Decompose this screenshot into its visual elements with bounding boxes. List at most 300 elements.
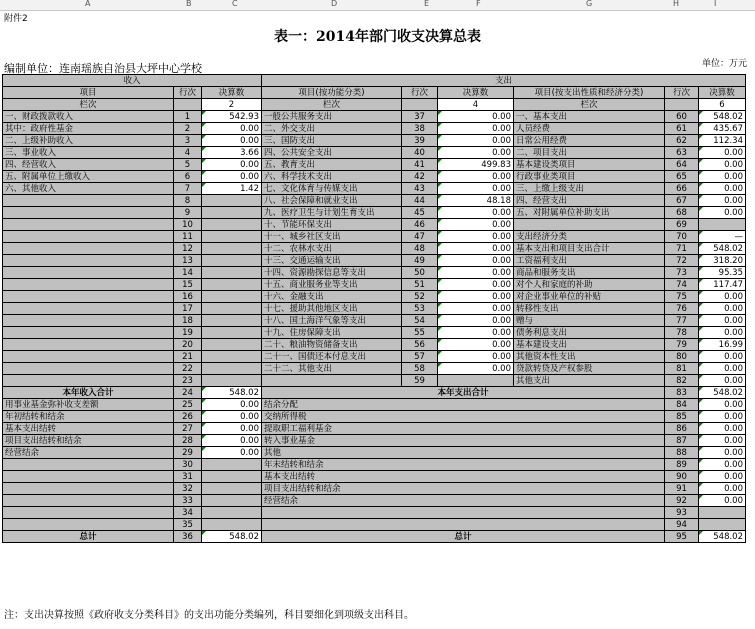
function-item[interactable]: 三、国防支出 [262,135,402,147]
function-item[interactable]: 二十、粮油物资储备支出 [262,339,402,351]
expense-item[interactable]: 其他 [262,447,665,459]
income-row-no[interactable]: 25 [174,399,202,411]
econ-row-no[interactable]: 69 [665,219,699,231]
income-item[interactable] [3,291,174,303]
function-amount[interactable]: 0.00 [438,267,514,279]
col-g[interactable]: G [586,0,593,8]
function-row-no[interactable]: 57 [402,351,438,363]
econ-row-no[interactable]: 86 [665,423,699,435]
econ-amount[interactable]: 0.00 [699,291,746,303]
col-no-label[interactable]: 栏次 [3,99,174,111]
function-amount[interactable]: 0.00 [438,135,514,147]
function-item[interactable]: 十九、住房保障支出 [262,327,402,339]
income-item[interactable]: 二、上级补助收入 [3,135,174,147]
income-row-no[interactable]: 36 [174,531,202,543]
income-row-no[interactable]: 5 [174,159,202,171]
econ-amount[interactable]: 0.00 [699,411,746,423]
income-amount[interactable]: 0.00 [202,135,262,147]
function-row-no[interactable]: 48 [402,243,438,255]
function-item[interactable]: 十七、援助其他地区支出 [262,303,402,315]
econ-row-no[interactable]: 94 [665,519,699,531]
income-amount[interactable] [202,255,262,267]
income-amount[interactable] [202,351,262,363]
expense-item[interactable]: 本年支出合计 [262,387,665,399]
function-item[interactable]: 十一、城乡社区支出 [262,231,402,243]
function-item[interactable]: 二十二、其他支出 [262,363,402,375]
function-amount[interactable]: 0.00 [438,339,514,351]
function-amount[interactable]: 0.00 [438,351,514,363]
function-item[interactable]: 八、社会保障和就业支出 [262,195,402,207]
econ-item[interactable]: 对个人和家庭的补助 [514,279,665,291]
econ-amount[interactable]: 95.35 [699,267,746,279]
function-item[interactable]: 五、教育支出 [262,159,402,171]
expense-item[interactable]: 年末结转和结余 [262,459,665,471]
function-item[interactable]: 一般公共服务支出 [262,111,402,123]
function-row-no[interactable]: 53 [402,303,438,315]
income-amount[interactable] [202,267,262,279]
econ-item[interactable]: 工资福利支出 [514,255,665,267]
econ-amount[interactable]: 16.99 [699,339,746,351]
col-no-label[interactable]: 栏次 [262,99,402,111]
col-no-6[interactable]: 6 [699,99,746,111]
function-item[interactable]: 十三、交通运输支出 [262,255,402,267]
econ-amount[interactable]: 0.00 [699,423,746,435]
function-row-no[interactable]: 56 [402,339,438,351]
income-amount[interactable] [202,207,262,219]
income-amount[interactable]: 542.93 [202,111,262,123]
function-item[interactable]: 九、医疗卫生与计划生育支出 [262,207,402,219]
income-row-no[interactable]: 1 [174,111,202,123]
income-item[interactable] [3,315,174,327]
econ-item[interactable]: 人员经费 [514,123,665,135]
income-amount[interactable] [202,195,262,207]
econ-row-no[interactable]: 79 [665,339,699,351]
income-row-no[interactable]: 10 [174,219,202,231]
income-amount[interactable] [202,279,262,291]
item-header[interactable]: 项目 [3,87,174,99]
col-d[interactable]: D [331,0,338,8]
function-row-no[interactable]: 39 [402,135,438,147]
income-item[interactable] [3,279,174,291]
income-item[interactable] [3,231,174,243]
col-b[interactable]: B [186,0,192,8]
income-row-no[interactable]: 7 [174,183,202,195]
income-amount[interactable] [202,375,262,387]
econ-row-no[interactable]: 62 [665,135,699,147]
econ-item[interactable]: 赠与 [514,315,665,327]
function-row-no[interactable]: 40 [402,147,438,159]
income-item[interactable] [3,471,174,483]
econ-row-no[interactable]: 74 [665,279,699,291]
function-amount[interactable]: 499.83 [438,159,514,171]
income-row-no[interactable]: 6 [174,171,202,183]
income-amount[interactable] [202,291,262,303]
function-amount[interactable]: 0.00 [438,291,514,303]
function-row-no[interactable]: 58 [402,363,438,375]
income-item[interactable] [3,339,174,351]
econ-item[interactable]: 贷款转贷及产权参股 [514,363,665,375]
col-no-2[interactable]: 2 [202,99,262,111]
income-item[interactable]: 五、附属单位上缴收入 [3,171,174,183]
income-row-no[interactable]: 19 [174,327,202,339]
income-row-no[interactable]: 32 [174,483,202,495]
row-no-header[interactable]: 行次 [665,87,699,99]
econ-item[interactable]: 对企业事业单位的补贴 [514,291,665,303]
income-item[interactable] [3,219,174,231]
income-item[interactable] [3,507,174,519]
econ-amount[interactable]: 0.00 [699,159,746,171]
income-amount[interactable] [202,363,262,375]
econ-row-no[interactable]: 60 [665,111,699,123]
econ-item[interactable]: 五、对附属单位补助支出 [514,207,665,219]
income-row-no[interactable]: 31 [174,471,202,483]
econ-item[interactable]: 其他资本性支出 [514,351,665,363]
income-amount[interactable]: 0.00 [202,171,262,183]
econ-item[interactable]: 日常公用经费 [514,135,665,147]
income-amount[interactable] [202,519,262,531]
income-row-no[interactable]: 12 [174,243,202,255]
expense-item[interactable] [262,519,665,531]
econ-row-no[interactable]: 77 [665,315,699,327]
income-row-no[interactable]: 2 [174,123,202,135]
income-amount[interactable] [202,243,262,255]
income-item[interactable]: 项目支出结转和结余 [3,435,174,447]
econ-row-no[interactable]: 85 [665,411,699,423]
econ-amount[interactable]: 117.47 [699,279,746,291]
empty-cell[interactable] [665,99,699,111]
function-item[interactable]: 二十一、国债还本付息支出 [262,351,402,363]
econ-row-no[interactable]: 90 [665,471,699,483]
col-no-label[interactable]: 栏次 [514,99,665,111]
econ-item[interactable]: 一、基本支出 [514,111,665,123]
function-row-no[interactable]: 51 [402,279,438,291]
income-item[interactable]: 四、经营收入 [3,159,174,171]
econ-row-no[interactable]: 82 [665,375,699,387]
income-item[interactable]: 本年收入合计 [3,387,174,399]
income-amount[interactable]: 548.02 [202,531,262,543]
function-row-no[interactable]: 59 [402,375,438,387]
income-amount[interactable] [202,231,262,243]
col-i[interactable]: I [714,0,717,8]
function-item[interactable]: 七、文化体育与传媒支出 [262,183,402,195]
amount-header[interactable]: 决算数 [202,87,262,99]
income-row-no[interactable]: 30 [174,459,202,471]
function-item[interactable]: 四、公共安全支出 [262,147,402,159]
function-row-no[interactable]: 55 [402,327,438,339]
function-amount[interactable]: 0.00 [438,219,514,231]
function-amount[interactable]: 0.00 [438,183,514,195]
econ-item[interactable]: 转移性支出 [514,303,665,315]
income-row-no[interactable]: 34 [174,507,202,519]
function-item[interactable]: 十四、资源勘探信息等支出 [262,267,402,279]
econ-item[interactable]: 基本建设支出 [514,339,665,351]
econ-row-no[interactable]: 72 [665,255,699,267]
econ-amount[interactable]: 0.00 [699,495,746,507]
econ-row-no[interactable]: 64 [665,159,699,171]
econ-amount[interactable]: 0.00 [699,171,746,183]
expense-item[interactable]: 结余分配 [262,399,665,411]
econ-item[interactable]: 三、上缴上级支出 [514,183,665,195]
function-item-header[interactable]: 项目(按功能分类) [262,87,402,99]
col-f[interactable]: F [476,0,481,8]
econ-amount[interactable]: 0.00 [699,351,746,363]
econ-amount[interactable]: 548.02 [699,243,746,255]
econ-amount[interactable]: — [699,231,746,243]
econ-amount[interactable]: 0.00 [699,147,746,159]
function-row-no[interactable]: 47 [402,231,438,243]
expense-item[interactable] [262,507,665,519]
function-amount[interactable]: 0.00 [438,303,514,315]
income-amount[interactable]: 0.00 [202,159,262,171]
econ-amount[interactable]: 0.00 [699,471,746,483]
income-item[interactable] [3,483,174,495]
function-row-no[interactable]: 54 [402,315,438,327]
econ-item[interactable] [514,219,665,231]
econ-amount[interactable]: 435.67 [699,123,746,135]
empty-cell[interactable] [402,99,438,111]
function-amount[interactable]: 48.18 [438,195,514,207]
income-item[interactable]: 总计 [3,531,174,543]
income-row-no[interactable]: 16 [174,291,202,303]
econ-row-no[interactable]: 63 [665,147,699,159]
econ-amount[interactable]: 0.00 [699,315,746,327]
econ-row-no[interactable]: 81 [665,363,699,375]
income-item[interactable] [3,375,174,387]
function-item[interactable]: 十五、商业服务业等支出 [262,279,402,291]
econ-row-no[interactable]: 76 [665,303,699,315]
function-amount[interactable]: 0.00 [438,279,514,291]
function-row-no[interactable]: 38 [402,123,438,135]
income-amount[interactable]: 0.00 [202,435,262,447]
expense-item[interactable]: 总计 [262,531,665,543]
function-row-no[interactable]: 46 [402,219,438,231]
function-row-no[interactable]: 44 [402,195,438,207]
income-item[interactable]: 三、事业收入 [3,147,174,159]
income-item[interactable]: 基本支出结转 [3,423,174,435]
income-row-no[interactable]: 20 [174,339,202,351]
expense-item[interactable]: 基本支出结转 [262,471,665,483]
income-row-no[interactable]: 26 [174,411,202,423]
function-row-no[interactable]: 52 [402,291,438,303]
income-amount[interactable]: 0.00 [202,411,262,423]
econ-row-no[interactable]: 75 [665,291,699,303]
function-amount[interactable]: 0.00 [438,123,514,135]
econ-row-no[interactable]: 91 [665,483,699,495]
econ-amount[interactable]: 0.00 [699,483,746,495]
col-no-4[interactable]: 4 [438,99,514,111]
income-item[interactable] [3,255,174,267]
function-amount[interactable]: 0.00 [438,111,514,123]
econ-row-no[interactable]: 67 [665,195,699,207]
income-row-no[interactable]: 33 [174,495,202,507]
econ-row-no[interactable]: 89 [665,459,699,471]
econ-amount[interactable]: 548.02 [699,111,746,123]
income-row-no[interactable]: 28 [174,435,202,447]
econ-row-no[interactable]: 88 [665,447,699,459]
income-row-no[interactable]: 8 [174,195,202,207]
function-amount[interactable]: 0.00 [438,147,514,159]
econ-amount[interactable]: 548.02 [699,387,746,399]
income-item[interactable] [3,195,174,207]
econ-item[interactable]: 二、项目支出 [514,147,665,159]
function-item[interactable]: 六、科学技术支出 [262,171,402,183]
row-no-header[interactable]: 行次 [174,87,202,99]
income-amount[interactable] [202,315,262,327]
income-row-no[interactable]: 24 [174,387,202,399]
econ-item[interactable]: 其他支出 [514,375,665,387]
income-item[interactable] [3,243,174,255]
function-amount[interactable]: 0.00 [438,171,514,183]
econ-row-no[interactable]: 78 [665,327,699,339]
econ-amount[interactable]: 0.00 [699,363,746,375]
expense-header[interactable]: 支出 [262,75,746,87]
function-amount[interactable]: 0.00 [438,231,514,243]
econ-amount[interactable]: 318.20 [699,255,746,267]
econ-amount[interactable]: 112.34 [699,135,746,147]
col-c[interactable]: C [232,0,238,8]
income-amount[interactable]: 1.42 [202,183,262,195]
econ-row-no[interactable]: 61 [665,123,699,135]
amount-header[interactable]: 决算数 [699,87,746,99]
income-item[interactable]: 用事业基金弥补收支差额 [3,399,174,411]
income-item[interactable] [3,327,174,339]
econ-amount[interactable]: 0.00 [699,399,746,411]
econ-row-no[interactable]: 73 [665,267,699,279]
income-amount[interactable] [202,339,262,351]
function-amount[interactable] [438,375,514,387]
econ-row-no[interactable]: 68 [665,207,699,219]
econ-item[interactable]: 四、经营支出 [514,195,665,207]
income-row-no[interactable]: 35 [174,519,202,531]
function-amount[interactable]: 0.00 [438,207,514,219]
function-amount[interactable]: 0.00 [438,363,514,375]
econ-item[interactable]: 行政事业类项目 [514,171,665,183]
econ-row-no[interactable]: 70 [665,231,699,243]
econ-amount[interactable]: 0.00 [699,327,746,339]
econ-amount[interactable] [699,219,746,231]
econ-item[interactable]: 基本建设类项目 [514,159,665,171]
income-row-no[interactable]: 18 [174,315,202,327]
econ-amount[interactable] [699,507,746,519]
income-item[interactable] [3,303,174,315]
income-amount[interactable] [202,471,262,483]
function-row-no[interactable]: 43 [402,183,438,195]
income-item[interactable] [3,519,174,531]
income-row-no[interactable]: 11 [174,231,202,243]
col-h[interactable]: H [673,0,680,8]
income-row-no[interactable]: 29 [174,447,202,459]
expense-item[interactable]: 交纳所得税 [262,411,665,423]
econ-amount[interactable]: 0.00 [699,303,746,315]
income-item[interactable]: 经营结余 [3,447,174,459]
income-row-no[interactable]: 22 [174,363,202,375]
econ-item[interactable]: 基本支出和项目支出合计 [514,243,665,255]
income-amount[interactable]: 0.00 [202,399,262,411]
function-row-no[interactable]: 42 [402,171,438,183]
income-item[interactable]: 其中：政府性基金 [3,123,174,135]
income-row-no[interactable]: 4 [174,147,202,159]
expense-item[interactable]: 提取职工福利基金 [262,423,665,435]
function-item[interactable]: 十、节能环保支出 [262,219,402,231]
econ-amount[interactable]: 0.00 [699,195,746,207]
income-amount[interactable] [202,495,262,507]
income-item[interactable] [3,363,174,375]
function-item[interactable]: 十八、国土海洋气象等支出 [262,315,402,327]
col-e[interactable]: E [424,0,430,8]
col-a[interactable]: A [85,0,91,8]
function-row-no[interactable]: 45 [402,207,438,219]
income-row-no[interactable]: 9 [174,207,202,219]
income-item[interactable]: 一、财政拨款收入 [3,111,174,123]
econ-item-header[interactable]: 项目(按支出性质和经济分类) [514,87,665,99]
function-amount[interactable]: 0.00 [438,243,514,255]
econ-row-no[interactable]: 80 [665,351,699,363]
econ-amount[interactable]: 0.00 [699,375,746,387]
econ-amount[interactable]: 0.00 [699,447,746,459]
income-row-no[interactable]: 21 [174,351,202,363]
row-no-header[interactable]: 行次 [402,87,438,99]
income-item[interactable] [3,459,174,471]
income-amount[interactable] [202,303,262,315]
income-amount[interactable] [202,483,262,495]
income-amount[interactable] [202,507,262,519]
income-amount[interactable]: 0.00 [202,423,262,435]
econ-row-no[interactable]: 71 [665,243,699,255]
income-amount[interactable]: 3.66 [202,147,262,159]
income-item[interactable] [3,207,174,219]
expense-item[interactable]: 项目支出结转和结余 [262,483,665,495]
econ-row-no[interactable]: 95 [665,531,699,543]
econ-item[interactable]: 支出经济分类 [514,231,665,243]
income-amount[interactable]: 0.00 [202,447,262,459]
function-row-no[interactable]: 50 [402,267,438,279]
econ-row-no[interactable]: 66 [665,183,699,195]
income-row-no[interactable]: 27 [174,423,202,435]
function-item[interactable]: 十二、农林水支出 [262,243,402,255]
income-item[interactable]: 六、其他收入 [3,183,174,195]
function-amount[interactable]: 0.00 [438,327,514,339]
econ-amount[interactable] [699,519,746,531]
expense-item[interactable]: 经营结余 [262,495,665,507]
econ-amount[interactable]: 548.02 [699,531,746,543]
function-amount[interactable]: 0.00 [438,315,514,327]
income-amount[interactable]: 548.02 [202,387,262,399]
income-item[interactable] [3,267,174,279]
econ-amount[interactable]: 0.00 [699,207,746,219]
income-row-no[interactable]: 3 [174,135,202,147]
income-amount[interactable] [202,327,262,339]
income-row-no[interactable]: 23 [174,375,202,387]
econ-row-no[interactable]: 93 [665,507,699,519]
function-row-no[interactable]: 41 [402,159,438,171]
income-row-no[interactable]: 15 [174,279,202,291]
econ-row-no[interactable]: 92 [665,495,699,507]
econ-row-no[interactable]: 84 [665,399,699,411]
econ-row-no[interactable]: 87 [665,435,699,447]
function-item[interactable] [262,375,402,387]
empty-cell[interactable] [174,99,202,111]
function-amount[interactable]: 0.00 [438,255,514,267]
econ-item[interactable]: 债务利息支出 [514,327,665,339]
function-row-no[interactable]: 37 [402,111,438,123]
income-header[interactable]: 收入 [3,75,262,87]
income-row-no[interactable]: 14 [174,267,202,279]
income-amount[interactable] [202,459,262,471]
income-amount[interactable]: 0.00 [202,123,262,135]
econ-row-no[interactable]: 65 [665,171,699,183]
econ-amount[interactable]: 0.00 [699,459,746,471]
income-item[interactable]: 年初结转和结余 [3,411,174,423]
